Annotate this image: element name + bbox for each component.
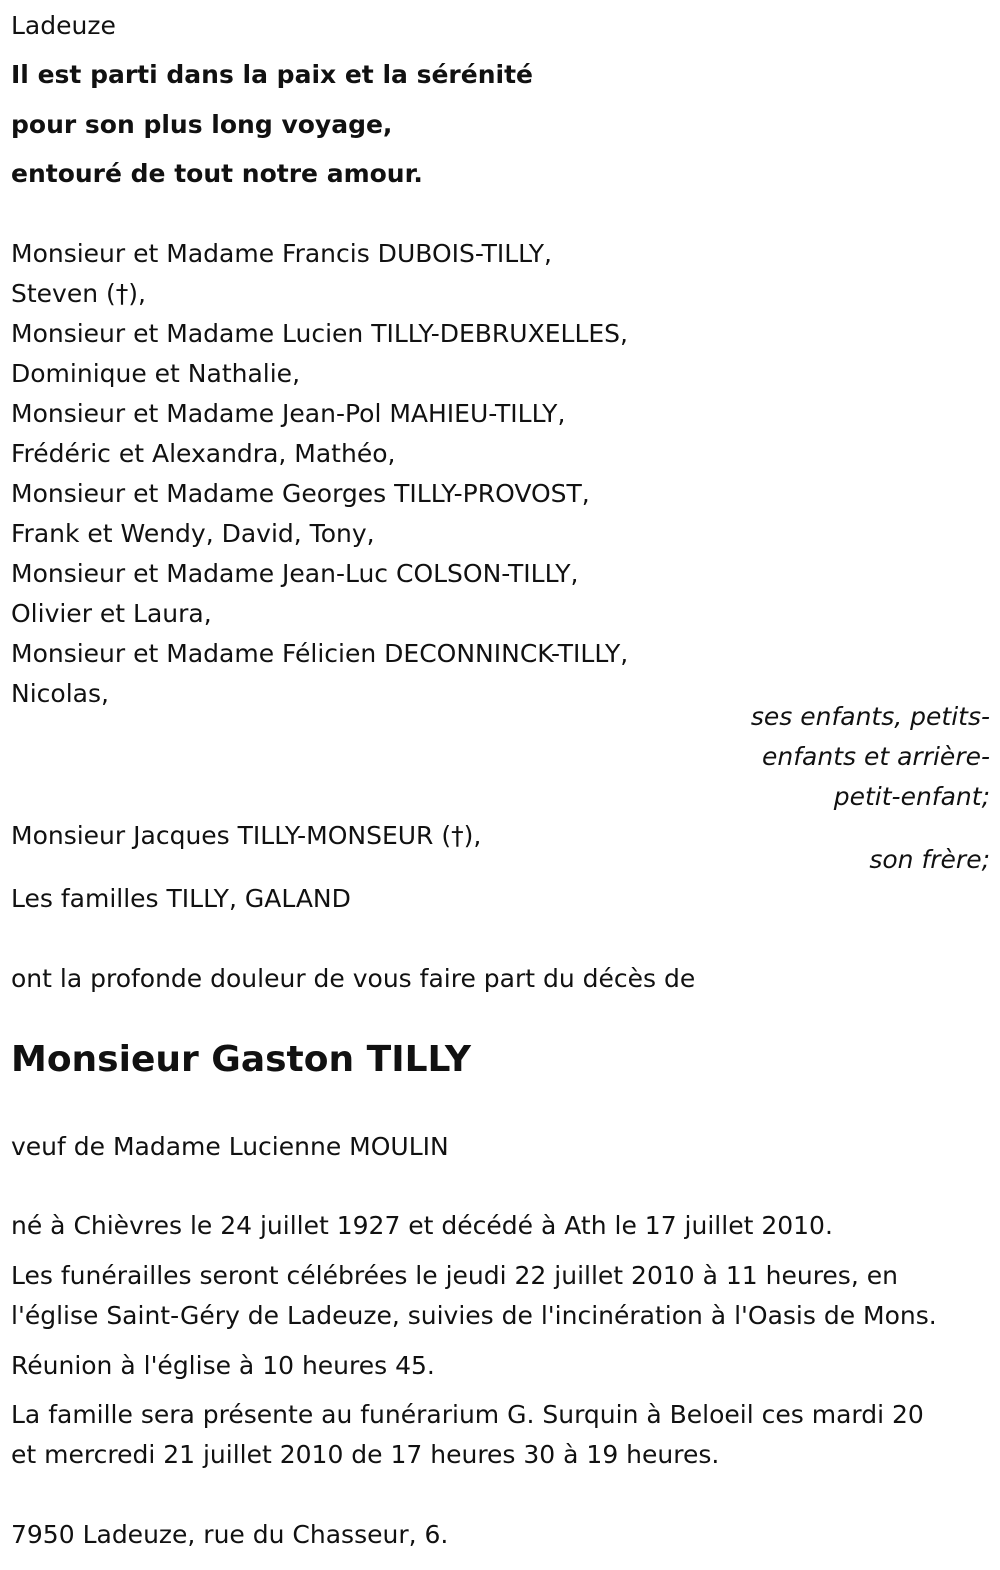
address-line: 7950 Ladeuze, rue du Chasseur, 6. [11, 1520, 449, 1549]
born-died-line: né à Chièvres le 24 juillet 1927 et décédé à Ath le 17 juillet 2010. [11, 1211, 833, 1240]
visitation-line: et mercredi 21 juillet 2010 de 17 heures 30 à 19 heures. [11, 1440, 720, 1469]
location-header: Ladeuze [11, 11, 116, 40]
brother-caption: son frère; [869, 845, 990, 874]
family-line: Dominique et Nathalie, [11, 359, 301, 388]
funeral-line: Les funérailles seront célébrées le jeudi 22 juillet 2010 à 11 heures, en [11, 1261, 898, 1290]
families-line: Les familles TILLY, GALAND [11, 884, 351, 913]
quote-line: entouré de tout notre amour. [11, 159, 423, 188]
deceased-name: Monsieur Gaston TILLY [11, 1039, 471, 1080]
meeting-line: Réunion à l'église à 10 heures 45. [11, 1351, 435, 1380]
family-line: Nicolas, [11, 679, 109, 708]
brother-line: Monsieur Jacques TILLY-MONSEUR (†), [11, 821, 482, 850]
family-line: Olivier et Laura, [11, 599, 212, 628]
quote-line: pour son plus long voyage, [11, 110, 393, 139]
family-line: Monsieur et Madame Lucien TILLY-DEBRUXELLES, [11, 319, 628, 348]
family-line: Monsieur et Madame Georges TILLY-PROVOST, [11, 479, 590, 508]
family-line: Monsieur et Madame Félicien DECONNINCK-TILLY, [11, 639, 629, 668]
children-caption: ses enfants, petits- [750, 702, 990, 731]
funeral-line: l'église Saint-Géry de Ladeuze, suivies de l'incinération à l'Oasis de Mons. [11, 1301, 937, 1330]
family-line: Frédéric et Alexandra, Mathéo, [11, 439, 396, 468]
family-line: Monsieur et Madame Jean-Pol MAHIEU-TILLY, [11, 399, 566, 428]
family-line: Steven (†), [11, 279, 146, 308]
widower-line: veuf de Madame Lucienne MOULIN [11, 1132, 449, 1161]
quote-line: Il est parti dans la paix et la sérénité [11, 60, 533, 89]
children-caption: petit-enfant; [833, 782, 990, 811]
visitation-line: La famille sera présente au funérarium G. Surquin à Beloeil ces mardi 20 [11, 1400, 924, 1429]
children-caption: enfants et arrière- [762, 742, 990, 771]
family-line: Frank et Wendy, David, Tony, [11, 519, 375, 548]
announcement: ont la profonde douleur de vous faire part du décès de [11, 964, 696, 993]
family-line: Monsieur et Madame Jean-Luc COLSON-TILLY, [11, 559, 579, 588]
family-line: Monsieur et Madame Francis DUBOIS-TILLY, [11, 239, 552, 268]
